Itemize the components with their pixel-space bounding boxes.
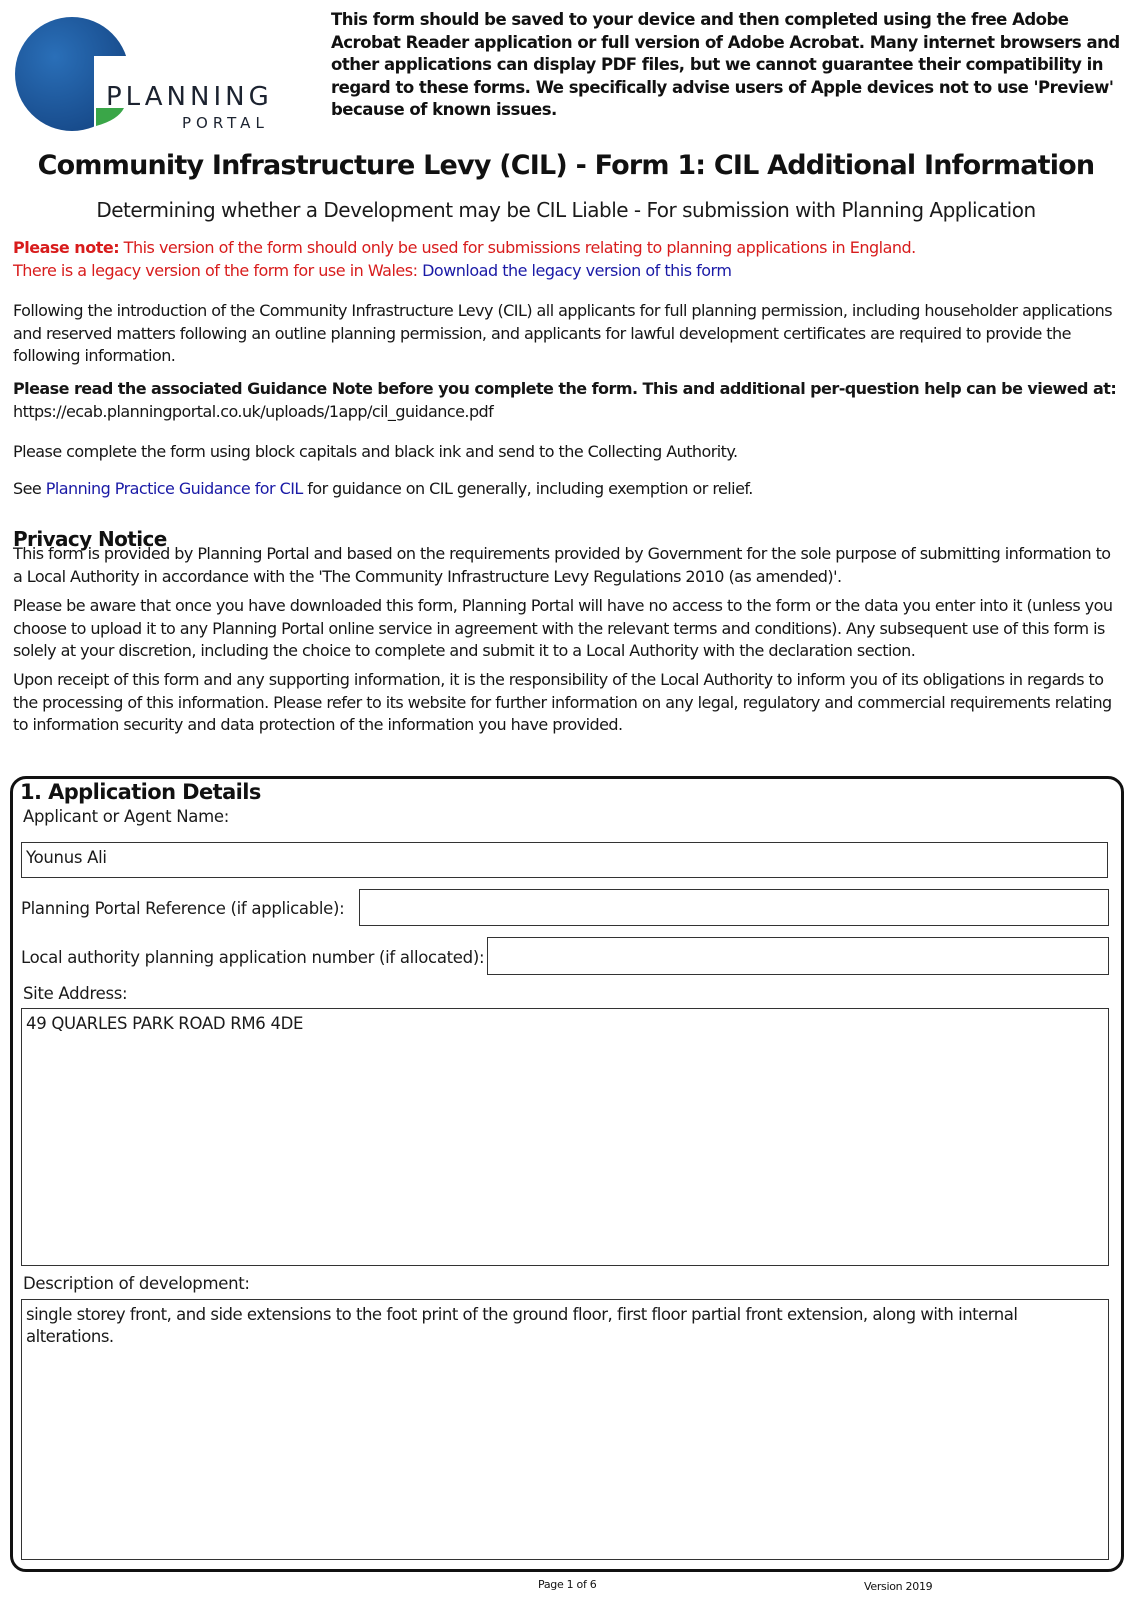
logo-text-portal: PORTAL: [182, 114, 269, 132]
site-address-field[interactable]: 49 QUARLES PARK ROAD RM6 4DE: [21, 1008, 1109, 1266]
intro-paragraph: Following the introduction of the Community Infrastructure Levy (CIL) all applicants for full planning permission, including householder applications and reserved matters following an outline planning permission, and applicants for lawful development certificates are required to provide the following information.: [13, 301, 1113, 366]
see-prefix: See: [13, 479, 46, 498]
guidance-instruction: Please read the associated Guidance Note before you complete the form. This and additional per-question help can be viewed at:: [13, 379, 1117, 398]
adobe-reader-notice: This form should be saved to your device and then completed using the free Adobe Acrobat Reader application or full version of Adobe Acrobat. Many internet browsers and other applications can display PDF files, but we cannot guarantee their compatibility in regard to these forms. We specifically advise users of Apple devices not to use 'Preview' because of known issues.: [331, 10, 1120, 120]
england-only-note: [13, 236, 1123, 282]
description-field[interactable]: single storey front, and side extensions to the foot print of the ground floor, first floor partial front extension, along with internal alterations.: [21, 1299, 1109, 1560]
block-capitals-instruction: Please complete the form using block capitals and black ink and send to the Collecting Authority.: [13, 442, 738, 461]
see-suffix: for guidance on CIL generally, including exemption or relief.: [302, 479, 753, 498]
portal-reference-field[interactable]: [359, 889, 1109, 926]
see-guidance-line: [13, 478, 1123, 501]
applicant-name-label: Applicant or Agent Name:: [23, 807, 230, 826]
la-application-number-field[interactable]: [487, 937, 1109, 975]
description-label: Description of development:: [23, 1274, 250, 1293]
portal-reference-label: Planning Portal Reference (if applicable):: [21, 899, 345, 918]
note-label: Please note:: [13, 238, 120, 257]
guidance-url-link[interactable]: https://ecab.planningportal.co.uk/uploads/1app/cil_guidance.pdf: [13, 402, 494, 421]
legacy-form-download-link[interactable]: Download the legacy version of this form: [422, 261, 732, 280]
note-line1: This version of the form should only be used for submissions relating to planning applications in England.: [119, 238, 916, 257]
applicant-name-field[interactable]: Younus Ali: [21, 842, 1108, 878]
privacy-paragraph-1: This form is provided by Planning Portal and based on the requirements provided by Government for the sole purpose of submitting information to a Local Authority in accordance with the 'The Community Infrastructure Levy Regulations 2010 (as amended)'.: [13, 544, 1111, 586]
planning-practice-guidance-link[interactable]: Planning Practice Guidance for CIL: [45, 479, 303, 498]
la-application-number-label: Local authority planning application number (if allocated):: [21, 948, 485, 967]
planning-portal-logo: [14, 16, 276, 134]
form-subtitle: Determining whether a Development may be CIL Liable - For submission with Planning Application: [96, 198, 1036, 222]
form-title: Community Infrastructure Levy (CIL) - Form 1: CIL Additional Information: [37, 150, 1095, 181]
site-address-label: Site Address:: [23, 984, 128, 1003]
form-version: Version 2019: [864, 1580, 933, 1593]
page-number: Page 1 of 6: [538, 1578, 597, 1591]
section-title: 1. Application Details: [20, 780, 261, 804]
logo-text-planning: PLANNING: [106, 82, 273, 112]
note-line2: There is a legacy version of the form for use in Wales:: [13, 261, 423, 280]
privacy-notice-heading: Privacy Notice: [13, 527, 167, 551]
privacy-paragraph-2: Please be aware that once you have downloaded this form, Planning Portal will have no access to the form or the data you enter into it (unless you choose to upload it to any Planning Portal online service in agreement with the relevant terms and conditions). Any subsequent use of this form is solely at your discretion, including the choice to complete and submit it to a Local Authority with the declaration section.: [13, 596, 1113, 661]
privacy-paragraph-3: Upon receipt of this form and any supporting information, it is the responsibility of the Local Authority to inform you of its obligations in regards to the processing of this information. Please refer to its website for further information on any legal, regulatory and commercial requirements relating to information security and data protection of the information you have provided.: [13, 670, 1112, 735]
